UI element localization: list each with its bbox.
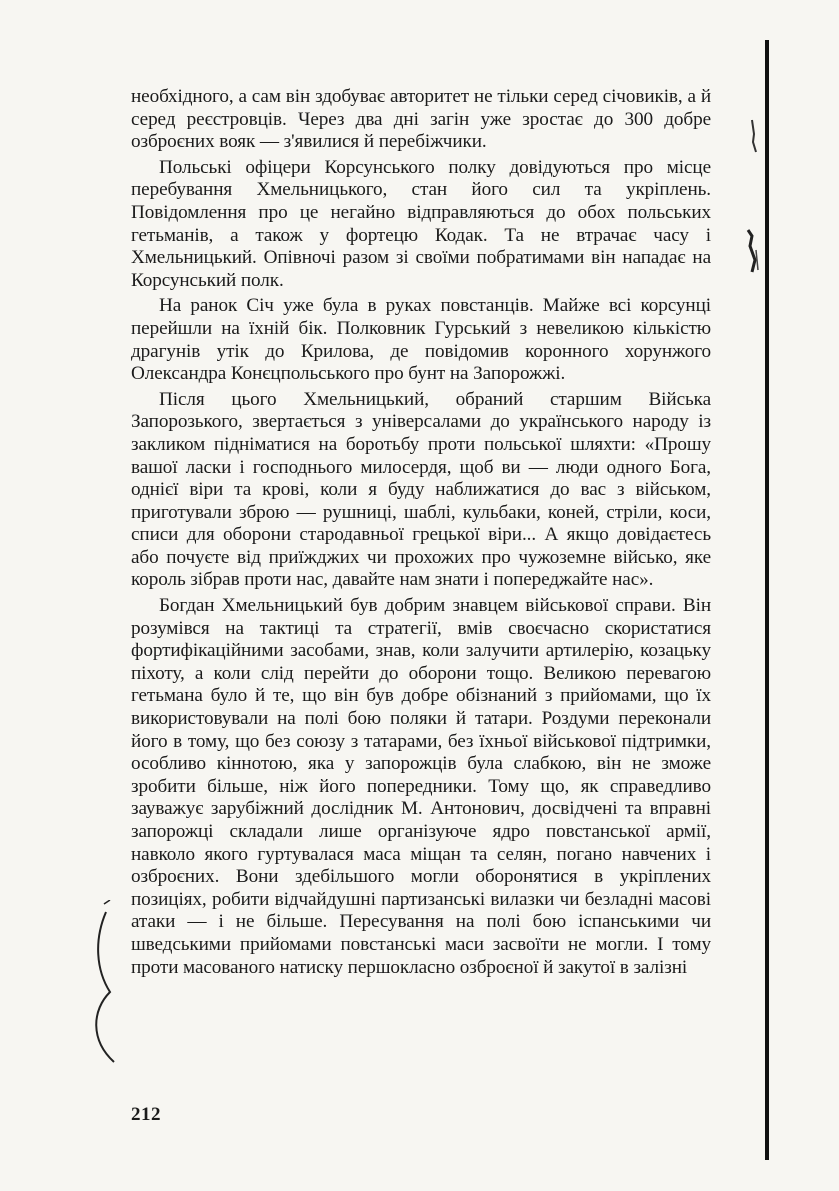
handwritten-margin-bracket bbox=[84, 900, 124, 1070]
paragraph-4: Після цього Хмельницький, обраний старшим Війська Запорозького, звертається з універсалами до українського народу із закликом підніматися на боротьбу проти польської шляхти: «Прошу вашої ласки і господнього милосердя, щоб ви — люди одного Бога, однієї віри та крові, коли я буду наближатися до вас з військом, приготували зброю — рушниці, шаблі, кульбаки, коней, стріли, коси, списи для оборони стародавньої грецької віри... А якщо довідаєтесь або почуєте від приїжджих чи прохожих про чужоземне військо, яке король зібрав проти нас, давайте нам знати і попереджайте нас». bbox=[131, 388, 711, 591]
edge-scan-marks bbox=[740, 100, 770, 320]
paragraph-2: Польські офіцери Корсунського полку довідуються про місце перебування Хмельницького, стан його сил та укріплень. Повідомлення про це негайно відправляються до обох польських гетьманів, а також у фортецю Кодак. Та не втрачає часу і Хмельницький. Опівночі разом зі своїми побратимами він нападає на Корсунський полк. bbox=[131, 156, 711, 291]
page-number: 212 bbox=[131, 1104, 161, 1125]
body-text bbox=[131, 86, 711, 982]
paragraph-5: Богдан Хмельницький був добрим знавцем військової справи. Він розумівся на тактиці та стратегії, вмів своєчасно скористатися фортифікаційними засобами, знав, коли залучити артилерію, козацьку піхоту, а коли слід перейти до оборони тощо. Великою перевагою гетьмана було й те, що він був добре обізнаний з прийомами, що їх використовували на полі бою поляки й татари. Роздуми переконали його в тому, що без союзу з татарами, без їхньої військової підтримки, особливо кіннотою, яка у запорожців була слабкою, він не зможе зробити більше, ніж його попередники. Тому що, як справедливо зауважує зарубіжний дослідник М. Антонович, досвідчені та вправні запорожці складали лише організуюче ядро повстанської армії, навколо якого гуртувалася маса міщан та селян, погано навчених і озброєних. Вони здебільшого могли оборонятися в укріплених позиціях, робити відчайдушні партизанські вилазки чи безладні масові атаки — і не більше. Пересування на полі бою іспанськими чи шведськими прийомами повстанські маси засвоїти не могли. І тому проти масованого натиску першокласно озброєної й закутої в залізні bbox=[131, 595, 711, 978]
paragraph-1: необхідного, а сам він здобуває авторитет не тільки серед січовиків, а й серед реєстровців. Через два дні загін уже зростає до 300 добре озброєних вояк — з'явилися й перебіжчики. bbox=[131, 86, 711, 153]
paragraph-3: На ранок Січ уже була в руках повстанців. Майже всі корсунці перейшли на їхній бік. Полковник Гурський з невеликою кількістю драгунів утік до Крилова, де повідомив коронного хорунжого Олександра Конєцпольського про бунт на Запорожжі. bbox=[131, 295, 711, 385]
